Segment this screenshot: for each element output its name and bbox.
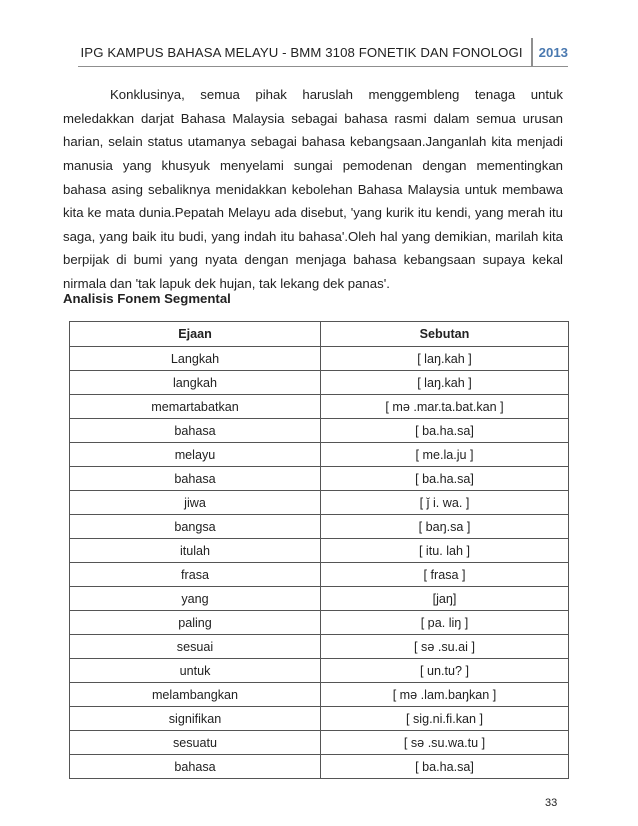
cell-sebutan: [ un.tu? ] bbox=[321, 659, 569, 683]
cell-ejaan: sesuai bbox=[70, 635, 321, 659]
cell-sebutan: [ laŋ.kah ] bbox=[321, 371, 569, 395]
cell-sebutan: [ mə .lam.baŋkan ] bbox=[321, 683, 569, 707]
cell-ejaan: yang bbox=[70, 587, 321, 611]
cell-sebutan: [ itu. lah ] bbox=[321, 539, 569, 563]
phoneme-table bbox=[69, 321, 569, 779]
header-title: IPG KAMPUS BAHASA MELAYU - BMM 3108 FONETIK DAN FONOLOGI bbox=[80, 45, 523, 60]
cell-ejaan: bahasa bbox=[70, 755, 321, 779]
header-year: 2013 bbox=[531, 38, 568, 66]
cell-sebutan: [ sə .su.ai ] bbox=[321, 635, 569, 659]
cell-sebutan: [ ba.ha.sa] bbox=[321, 419, 569, 443]
cell-sebutan: [ pa. liŋ ] bbox=[321, 611, 569, 635]
table-row bbox=[70, 419, 569, 443]
cell-ejaan: frasa bbox=[70, 563, 321, 587]
cell-ejaan: langkah bbox=[70, 371, 321, 395]
page-header bbox=[78, 38, 568, 67]
table-row bbox=[70, 539, 569, 563]
table-row bbox=[70, 611, 569, 635]
page-number: 33 bbox=[545, 797, 558, 809]
column-header-ejaan: Ejaan bbox=[70, 322, 321, 347]
cell-ejaan: itulah bbox=[70, 539, 321, 563]
cell-ejaan: sesuatu bbox=[70, 731, 321, 755]
cell-ejaan: jiwa bbox=[70, 491, 321, 515]
table-header-row bbox=[70, 322, 569, 347]
cell-ejaan: paling bbox=[70, 611, 321, 635]
cell-sebutan: [ frasa ] bbox=[321, 563, 569, 587]
cell-sebutan: [ ba.ha.sa] bbox=[321, 755, 569, 779]
table-row bbox=[70, 491, 569, 515]
table-row bbox=[70, 683, 569, 707]
cell-sebutan: [ baŋ.sa ] bbox=[321, 515, 569, 539]
table-row bbox=[70, 707, 569, 731]
cell-sebutan: [ ba.ha.sa] bbox=[321, 467, 569, 491]
table-row bbox=[70, 395, 569, 419]
table-row bbox=[70, 587, 569, 611]
table-row bbox=[70, 659, 569, 683]
table-row bbox=[70, 443, 569, 467]
section-heading: Analisis Fonem Segmental bbox=[63, 291, 231, 306]
cell-sebutan: [jaŋ] bbox=[321, 587, 569, 611]
table-row bbox=[70, 755, 569, 779]
table-row bbox=[70, 635, 569, 659]
table-row bbox=[70, 731, 569, 755]
cell-sebutan: [ ǰ i. wa. ] bbox=[321, 491, 569, 515]
table-body bbox=[70, 347, 569, 779]
column-header-sebutan: Sebutan bbox=[321, 322, 569, 347]
cell-ejaan: bahasa bbox=[70, 419, 321, 443]
cell-ejaan: melayu bbox=[70, 443, 321, 467]
cell-sebutan: [ laŋ.kah ] bbox=[321, 347, 569, 371]
cell-ejaan: bangsa bbox=[70, 515, 321, 539]
conclusion-paragraph: Konklusinya, semua pihak haruslah menggembleng tenaga untuk meledakkan darjat Bahasa Malaysia sebagai bahasa rasmi dalam semua urusan harian, selain status utamanya sebagai bahasa kebangsaan.Janganlah kita menjadi manusia yang khusyuk menyelami sungai pemodenan dengan mementingkan bahasa asing sebaliknya menidakkan kebolehan Bahasa Malaysia untuk membawa kita ke mata dunia.Pepatah Melayu ada disebut, 'yang kurik itu kendi, yang merah itu saga, yang baik itu budi, yang indah itu bahasa'.Oleh hal yang demikian, marilah kita berpijak di bumi yang nyata dengan menjaga bahasa kebangsaan supaya kekal nirmala dan 'tak lapuk dek hujan, tak lekang dek panas'. bbox=[63, 87, 563, 291]
cell-sebutan: [ sig.ni.fi.kan ] bbox=[321, 707, 569, 731]
cell-sebutan: [ mə .mar.ta.bat.kan ] bbox=[321, 395, 569, 419]
cell-ejaan: melambangkan bbox=[70, 683, 321, 707]
table-row bbox=[70, 563, 569, 587]
cell-sebutan: [ sə .su.wa.tu ] bbox=[321, 731, 569, 755]
table-row bbox=[70, 347, 569, 371]
cell-ejaan: Langkah bbox=[70, 347, 321, 371]
cell-ejaan: bahasa bbox=[70, 467, 321, 491]
table-row bbox=[70, 515, 569, 539]
cell-ejaan: signifikan bbox=[70, 707, 321, 731]
table-row bbox=[70, 371, 569, 395]
table-row bbox=[70, 467, 569, 491]
cell-sebutan: [ me.la.ju ] bbox=[321, 443, 569, 467]
cell-ejaan: untuk bbox=[70, 659, 321, 683]
cell-ejaan: memartabatkan bbox=[70, 395, 321, 419]
